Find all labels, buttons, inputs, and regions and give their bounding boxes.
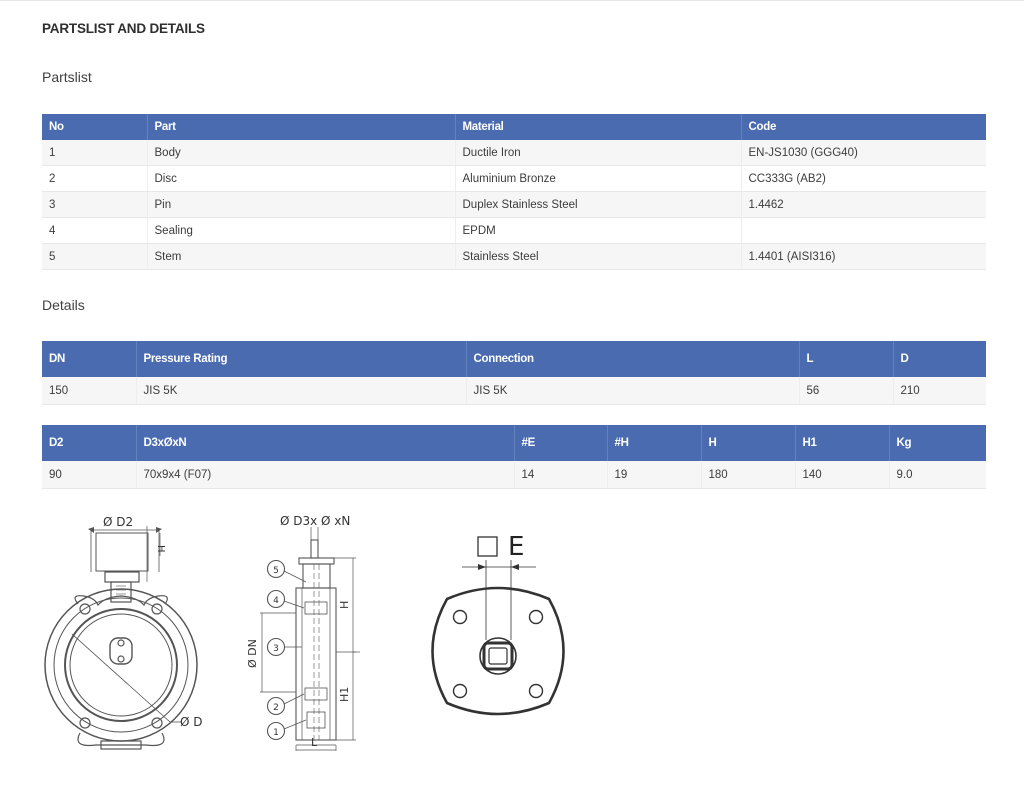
flange-e-label: E [508, 532, 525, 562]
table-cell: Ductile Iron [455, 140, 741, 166]
table-cell: Aluminium Bronze [455, 166, 741, 192]
column-header: D [893, 341, 986, 377]
column-header: Pressure Rating [136, 341, 466, 377]
column-header: D3xØxN [136, 425, 514, 461]
side-top-label: Ø D3x Ø xN [280, 514, 351, 528]
table-cell: Body [147, 140, 455, 166]
column-header: No [42, 114, 147, 140]
page-title: PARTSLIST AND DETAILS [42, 21, 205, 36]
partslist-table [42, 114, 986, 270]
table-cell: Stainless Steel [455, 244, 741, 270]
front-view-drawing [45, 526, 197, 749]
column-header: #H [607, 425, 701, 461]
table-cell: 14 [514, 461, 607, 489]
callout-3: 3 [273, 644, 279, 654]
table-cell: 210 [893, 377, 986, 405]
table-cell: 90 [42, 461, 136, 489]
table-header-row [42, 114, 986, 140]
side-h-label: H [338, 600, 351, 609]
column-header: Code [741, 114, 986, 140]
table-row [42, 218, 986, 244]
table-cell: 1.4401 (AISI316) [741, 244, 986, 270]
callout-5: 5 [273, 566, 279, 576]
column-header: Kg [889, 425, 986, 461]
table-row [42, 244, 986, 270]
table-cell: 4 [42, 218, 147, 244]
table-cell: Disc [147, 166, 455, 192]
table-cell: JIS 5K [136, 377, 466, 405]
front-d2-label: Ø D2 [103, 515, 134, 529]
side-l-label: L [311, 736, 318, 749]
table-cell: 1 [42, 140, 147, 166]
side-h1-label: H1 [338, 686, 351, 702]
table-cell: Duplex Stainless Steel [455, 192, 741, 218]
column-header: Connection [466, 341, 799, 377]
column-header: L [799, 341, 893, 377]
callout-2: 2 [273, 703, 279, 713]
table-row [42, 166, 986, 192]
table-header-row [42, 425, 986, 461]
table-cell: 70x9x4 (F07) [136, 461, 514, 489]
callout-4: 4 [273, 596, 279, 606]
table-cell: 19 [607, 461, 701, 489]
column-header: Material [455, 114, 741, 140]
top-divider [0, 0, 1024, 1]
table-row [42, 377, 986, 405]
table-cell: 5 [42, 244, 147, 270]
flange-top-view-drawing [433, 537, 564, 714]
column-header: H1 [795, 425, 889, 461]
table-cell: Stem [147, 244, 455, 270]
table-row [42, 192, 986, 218]
table-cell [741, 218, 986, 244]
details-table-2 [42, 425, 986, 489]
details-table-1 [42, 341, 986, 405]
table-cell: CC333G (AB2) [741, 166, 986, 192]
table-cell: EN-JS1030 (GGG40) [741, 140, 986, 166]
column-header: #E [514, 425, 607, 461]
side-dn-label: Ø DN [246, 639, 259, 668]
technical-drawings [0, 497, 1024, 787]
partslist-heading: Partslist [42, 69, 92, 85]
table-cell: Sealing [147, 218, 455, 244]
table-row [42, 140, 986, 166]
table-cell: Pin [147, 192, 455, 218]
table-header-row [42, 341, 986, 377]
front-h-label: H [155, 545, 166, 553]
column-header: DN [42, 341, 136, 377]
table-cell: 140 [795, 461, 889, 489]
table-cell: 180 [701, 461, 795, 489]
column-header: H [701, 425, 795, 461]
table-cell: 2 [42, 166, 147, 192]
callout-1: 1 [273, 728, 279, 738]
front-d-label: Ø D [180, 715, 203, 729]
column-header: D2 [42, 425, 136, 461]
table-cell: 1.4462 [741, 192, 986, 218]
table-cell: JIS 5K [466, 377, 799, 405]
table-row [42, 461, 986, 489]
table-cell: 150 [42, 377, 136, 405]
table-cell: 56 [799, 377, 893, 405]
column-header: Part [147, 114, 455, 140]
details-heading: Details [42, 297, 85, 313]
table-cell: 3 [42, 192, 147, 218]
table-cell: EPDM [455, 218, 741, 244]
table-cell: 9.0 [889, 461, 986, 489]
side-section-drawing [260, 527, 360, 751]
